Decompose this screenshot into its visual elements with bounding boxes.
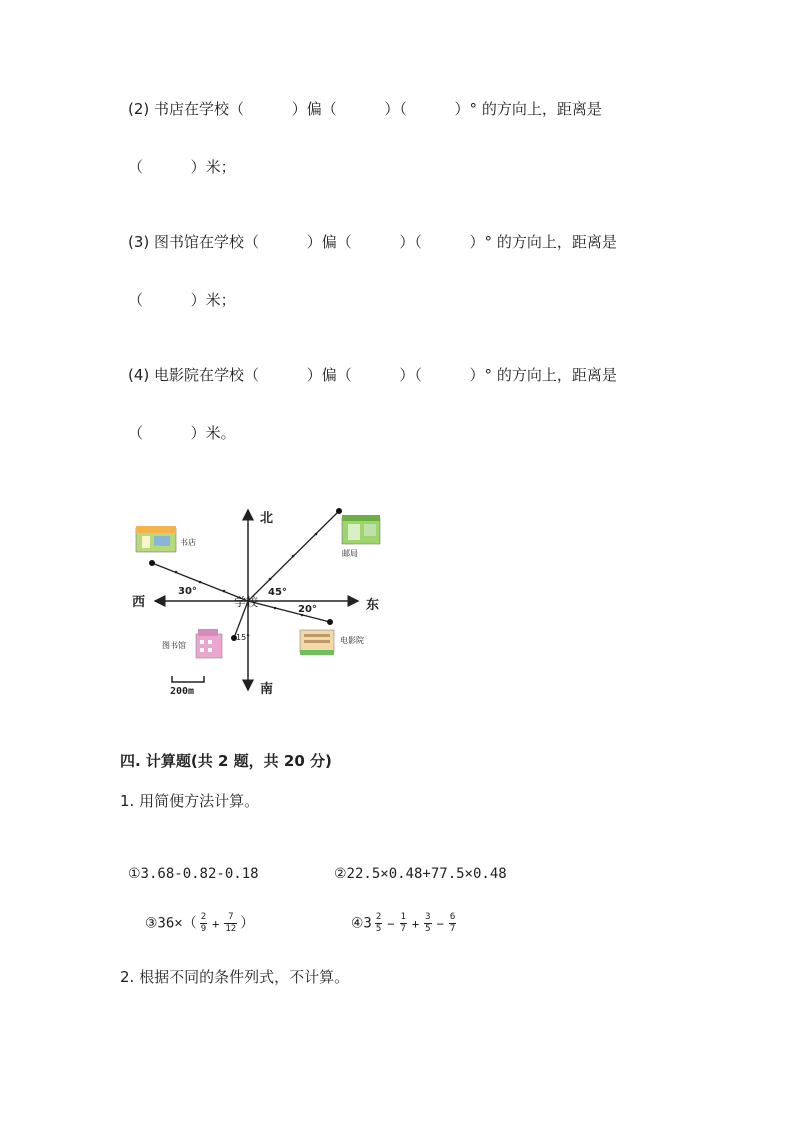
fraction: $\frac{7}{12}$ xyxy=(225,912,237,934)
ray-tick xyxy=(175,571,178,574)
post-office-point xyxy=(336,508,342,514)
ray-tick xyxy=(199,581,202,584)
ray-tick xyxy=(315,533,318,536)
ray-tick xyxy=(292,555,295,558)
cinema-point xyxy=(327,619,333,625)
bookstore-label: 书店 xyxy=(180,538,196,547)
library-icon xyxy=(196,629,222,658)
ray-tick xyxy=(274,607,277,610)
ray-cinema xyxy=(248,601,330,622)
library-label: 图书馆 xyxy=(162,641,186,650)
fraction: $\frac{2}{5}$ xyxy=(375,912,382,934)
ray-tick xyxy=(223,590,226,593)
cinema-label: 电影院 xyxy=(340,636,364,645)
west-label: 西 xyxy=(132,595,146,610)
fraction: $\frac{1}{7}$ xyxy=(400,912,406,934)
cinema-icon xyxy=(300,630,334,655)
school-label: 学校 xyxy=(234,595,259,609)
fraction: $\frac{2}{9}$ xyxy=(200,912,207,934)
south-label: 南 xyxy=(260,682,274,697)
bookstore-point xyxy=(149,560,155,566)
calc-question-2: 2. 根据不同的条件列式，不计算。 xyxy=(120,968,350,986)
calc-item-3-suffix: ） xyxy=(240,915,255,932)
calc-item-2: ②22.5×0.48+77.5×0.48 xyxy=(334,866,507,882)
question-3-line-1: (3) 图书馆在学校（ ）偏（ ）（ ）° 的方向上，距离是 xyxy=(128,233,617,251)
fraction: $\frac{6}{7}$ xyxy=(449,912,456,934)
question-4-line-2: （ ）米。 xyxy=(128,424,236,442)
post-office-icon xyxy=(342,515,380,544)
angle-post-label: 45° xyxy=(268,587,287,598)
angle-bookstore-label: 30° xyxy=(178,586,197,597)
direction-map xyxy=(120,500,400,705)
calc-item-4-prefix: ④3 xyxy=(350,915,372,932)
angle-library-label: 15° xyxy=(236,633,251,642)
north-label: 北 xyxy=(260,511,274,526)
section-4-title: 四. 计算题(共 2 题，共 20 分) xyxy=(120,752,332,770)
question-2-line-2: （ ）米； xyxy=(128,158,236,176)
calc-item-1: ①3.68-0.82-0.18 xyxy=(128,866,259,882)
calc-question-1: 1. 用简便方法计算。 xyxy=(120,792,260,810)
calc-item-3-prefix: ③36×（ xyxy=(144,915,197,932)
fraction: $\frac{3}{5}$ xyxy=(425,912,431,934)
calc-item-4: ④3 $\frac{2}{5}$ − $\frac{1}{7}$ + $\frac{3}{5}$ − $\frac{6}{7}$ xyxy=(350,912,456,934)
angle-cinema-label: 20° xyxy=(298,604,317,615)
east-label: 东 xyxy=(366,598,380,613)
ray-tick xyxy=(269,578,272,581)
question-2-line-1: (2) 书店在学校（ ）偏（ ）（ ）° 的方向上，距离是 xyxy=(128,100,602,118)
question-4-line-1: (4) 电影院在学校（ ）偏（ ）（ ）° 的方向上，距离是 xyxy=(128,366,617,384)
bookstore-icon xyxy=(136,526,176,552)
post-office-label: 邮局 xyxy=(342,549,358,558)
scale-bar xyxy=(172,676,204,682)
scale-label: 200m xyxy=(170,686,195,697)
question-3-line-2: （ ）米； xyxy=(128,291,236,309)
calc-item-3: ③36×（ $\frac{2}{9}$ + $\frac{7}{12}$ ） xyxy=(144,912,255,934)
